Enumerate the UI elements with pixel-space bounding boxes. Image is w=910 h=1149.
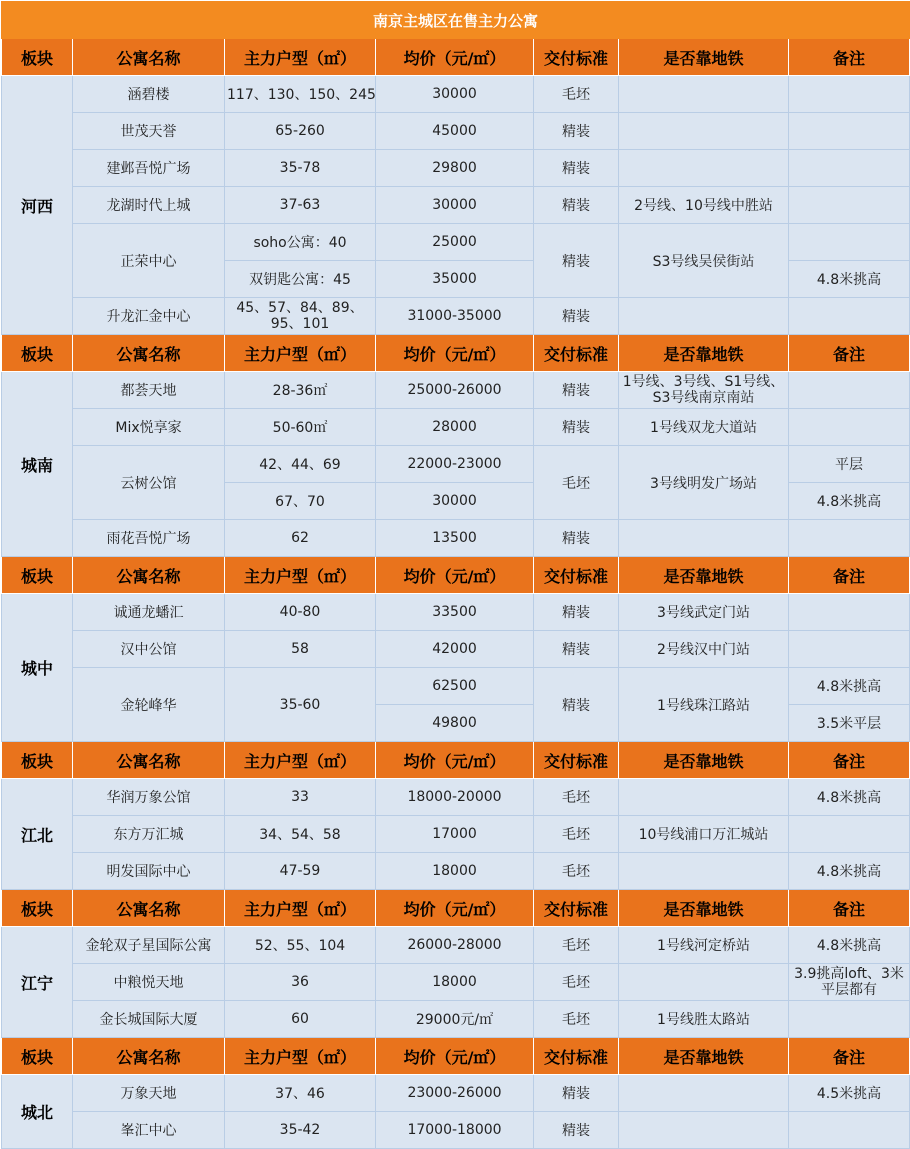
delivery-cell: 毛坯 (534, 816, 619, 853)
metro-cell (619, 964, 789, 1001)
type-cell: 34、54、58 (225, 816, 376, 853)
header-type: 主力户型（㎡） (225, 557, 376, 594)
header-note: 备注 (789, 1038, 910, 1075)
name-cell: 世茂天誉 (73, 113, 225, 150)
delivery-cell: 精装 (534, 224, 619, 298)
type-cell: 42、44、69 (225, 446, 376, 483)
price-cell: 29800 (376, 150, 534, 187)
price-cell: 25000-26000 (376, 372, 534, 409)
name-cell: 华润万象公馆 (73, 779, 225, 816)
name-cell: 都荟天地 (73, 372, 225, 409)
district-cell: 城南 (2, 372, 73, 557)
price-cell: 18000 (376, 964, 534, 1001)
price-cell: 33500 (376, 594, 534, 631)
type-cell: 35-78 (225, 150, 376, 187)
type-cell: 37、46 (225, 1075, 376, 1112)
type-cell: 52、55、104 (225, 927, 376, 964)
price-cell: 30000 (376, 483, 534, 520)
delivery-cell: 精装 (534, 631, 619, 668)
note-cell: 4.8米挑高 (789, 853, 910, 890)
apartment-table (1, 1, 910, 1149)
table-row (2, 224, 910, 261)
header-district: 板块 (2, 39, 73, 76)
type-cell: 60 (225, 1001, 376, 1038)
table-row (2, 409, 910, 446)
note-cell (789, 520, 910, 557)
delivery-cell: 精装 (534, 668, 619, 742)
delivery-cell: 毛坯 (534, 964, 619, 1001)
header-name: 公寓名称 (73, 890, 225, 927)
name-cell: 汉中公馆 (73, 631, 225, 668)
header-metro: 是否靠地铁 (619, 335, 789, 372)
header-note: 备注 (789, 557, 910, 594)
table-row (2, 1075, 910, 1112)
header-name: 公寓名称 (73, 1038, 225, 1075)
header-name: 公寓名称 (73, 335, 225, 372)
name-cell: 涵碧楼 (73, 76, 225, 113)
delivery-cell: 精装 (534, 298, 619, 335)
header-row (2, 39, 910, 76)
type-cell: 36 (225, 964, 376, 1001)
table-row (2, 1001, 910, 1038)
name-cell: 升龙汇金中心 (73, 298, 225, 335)
note-cell (789, 1112, 910, 1149)
table-row (2, 594, 910, 631)
delivery-cell: 毛坯 (534, 853, 619, 890)
note-cell (789, 816, 910, 853)
note-cell: 4.8米挑高 (789, 927, 910, 964)
price-cell: 28000 (376, 409, 534, 446)
district-cell: 河西 (2, 76, 73, 335)
type-cell: 67、70 (225, 483, 376, 520)
type-cell: 37-63 (225, 187, 376, 224)
table-row (2, 927, 910, 964)
metro-cell: 1号线珠江路站 (619, 668, 789, 742)
header-metro: 是否靠地铁 (619, 557, 789, 594)
table-row (2, 1112, 910, 1149)
header-delivery: 交付标准 (534, 39, 619, 76)
table-row (2, 668, 910, 705)
header-type: 主力户型（㎡） (225, 335, 376, 372)
type-cell: 40-80 (225, 594, 376, 631)
price-cell: 30000 (376, 76, 534, 113)
metro-cell: 2号线汉中门站 (619, 631, 789, 668)
table-title: 南京主城区在售主力公寓 (2, 2, 910, 39)
name-cell: 云树公馆 (73, 446, 225, 520)
header-delivery: 交付标准 (534, 557, 619, 594)
name-cell: 金轮峰华 (73, 668, 225, 742)
table-row (2, 779, 910, 816)
name-cell: 万象天地 (73, 1075, 225, 1112)
note-cell: 4.8米挑高 (789, 779, 910, 816)
price-cell: 29000元/㎡ (376, 1001, 534, 1038)
type-cell: 45、57、84、89、95、101 (225, 298, 376, 335)
note-cell: 平层 (789, 446, 910, 483)
metro-cell (619, 113, 789, 150)
name-cell: 诚通龙蟠汇 (73, 594, 225, 631)
header-delivery: 交付标准 (534, 1038, 619, 1075)
type-cell: 65-260 (225, 113, 376, 150)
table-row (2, 853, 910, 890)
price-cell: 42000 (376, 631, 534, 668)
header-row (2, 335, 910, 372)
delivery-cell: 精装 (534, 1075, 619, 1112)
price-cell: 35000 (376, 261, 534, 298)
delivery-cell: 精装 (534, 150, 619, 187)
metro-cell: 3号线武定门站 (619, 594, 789, 631)
delivery-cell: 毛坯 (534, 1001, 619, 1038)
type-cell: 35-60 (225, 668, 376, 742)
name-cell: 金轮双子星国际公寓 (73, 927, 225, 964)
metro-cell: 10号线浦口万汇城站 (619, 816, 789, 853)
note-cell: 3.9挑高loft、3米平层都有 (789, 964, 910, 1001)
note-cell (789, 224, 910, 261)
header-delivery: 交付标准 (534, 890, 619, 927)
name-cell: 东方万汇城 (73, 816, 225, 853)
delivery-cell: 精装 (534, 187, 619, 224)
metro-cell: 1号线胜太路站 (619, 1001, 789, 1038)
table-row (2, 372, 910, 409)
price-cell: 17000 (376, 816, 534, 853)
type-cell: 117、130、150、245 (225, 76, 376, 113)
header-type: 主力户型（㎡） (225, 1038, 376, 1075)
note-cell: 3.5米平层 (789, 705, 910, 742)
metro-cell (619, 520, 789, 557)
price-cell: 31000-35000 (376, 298, 534, 335)
metro-cell (619, 779, 789, 816)
metro-cell (619, 150, 789, 187)
header-row (2, 557, 910, 594)
table-row (2, 150, 910, 187)
metro-cell: S3号线吴侯街站 (619, 224, 789, 298)
note-cell (789, 113, 910, 150)
name-cell: 明发国际中心 (73, 853, 225, 890)
header-metro: 是否靠地铁 (619, 742, 789, 779)
table-row (2, 298, 910, 335)
header-row (2, 890, 910, 927)
name-cell: 中粮悦天地 (73, 964, 225, 1001)
header-price: 均价（元/㎡） (376, 39, 534, 76)
price-cell: 18000-20000 (376, 779, 534, 816)
table-row (2, 113, 910, 150)
delivery-cell: 精装 (534, 520, 619, 557)
table-row (2, 964, 910, 1001)
delivery-cell: 精装 (534, 409, 619, 446)
header-note: 备注 (789, 335, 910, 372)
header-row (2, 1038, 910, 1075)
header-type: 主力户型（㎡） (225, 890, 376, 927)
type-cell: 50-60㎡ (225, 409, 376, 446)
metro-cell (619, 1075, 789, 1112)
name-cell: 金长城国际大厦 (73, 1001, 225, 1038)
price-cell: 13500 (376, 520, 534, 557)
header-price: 均价（元/㎡） (376, 742, 534, 779)
note-cell: 4.8米挑高 (789, 668, 910, 705)
header-price: 均价（元/㎡） (376, 335, 534, 372)
note-cell: 4.5米挑高 (789, 1075, 910, 1112)
delivery-cell: 毛坯 (534, 779, 619, 816)
type-cell: 47-59 (225, 853, 376, 890)
note-cell (789, 409, 910, 446)
header-name: 公寓名称 (73, 557, 225, 594)
type-cell: soho公寓：40 (225, 224, 376, 261)
header-district: 板块 (2, 742, 73, 779)
note-cell: 4.8米挑高 (789, 483, 910, 520)
name-cell: 峯汇中心 (73, 1112, 225, 1149)
delivery-cell: 毛坯 (534, 927, 619, 964)
header-district: 板块 (2, 890, 73, 927)
table-row (2, 520, 910, 557)
header-price: 均价（元/㎡） (376, 890, 534, 927)
price-cell: 23000-26000 (376, 1075, 534, 1112)
delivery-cell: 毛坯 (534, 446, 619, 520)
price-cell: 22000-23000 (376, 446, 534, 483)
header-price: 均价（元/㎡） (376, 1038, 534, 1075)
district-cell: 江北 (2, 779, 73, 890)
metro-cell: 1号线双龙大道站 (619, 409, 789, 446)
delivery-cell: 毛坯 (534, 76, 619, 113)
metro-cell (619, 1112, 789, 1149)
metro-cell (619, 76, 789, 113)
header-delivery: 交付标准 (534, 335, 619, 372)
type-cell: 双钥匙公寓：45 (225, 261, 376, 298)
name-cell: 正荣中心 (73, 224, 225, 298)
note-cell (789, 631, 910, 668)
header-delivery: 交付标准 (534, 742, 619, 779)
table-row (2, 76, 910, 113)
metro-cell (619, 298, 789, 335)
note-cell: 4.8米挑高 (789, 261, 910, 298)
type-cell: 35-42 (225, 1112, 376, 1149)
header-row (2, 742, 910, 779)
note-cell (789, 594, 910, 631)
delivery-cell: 精装 (534, 113, 619, 150)
note-cell (789, 187, 910, 224)
type-cell: 28-36㎡ (225, 372, 376, 409)
header-district: 板块 (2, 557, 73, 594)
table-row (2, 631, 910, 668)
delivery-cell: 精装 (534, 1112, 619, 1149)
note-cell (789, 76, 910, 113)
price-cell: 45000 (376, 113, 534, 150)
note-cell (789, 372, 910, 409)
header-district: 板块 (2, 1038, 73, 1075)
table-row (2, 187, 910, 224)
type-cell: 33 (225, 779, 376, 816)
header-name: 公寓名称 (73, 742, 225, 779)
price-cell: 18000 (376, 853, 534, 890)
header-name: 公寓名称 (73, 39, 225, 76)
metro-cell: 3号线明发广场站 (619, 446, 789, 520)
header-type: 主力户型（㎡） (225, 39, 376, 76)
district-cell: 城北 (2, 1075, 73, 1149)
price-cell: 25000 (376, 224, 534, 261)
price-cell: 17000-18000 (376, 1112, 534, 1149)
header-note: 备注 (789, 890, 910, 927)
table-row (2, 816, 910, 853)
price-cell: 62500 (376, 668, 534, 705)
metro-cell: 1号线河定桥站 (619, 927, 789, 964)
delivery-cell: 精装 (534, 594, 619, 631)
price-cell: 26000-28000 (376, 927, 534, 964)
delivery-cell: 精装 (534, 372, 619, 409)
price-cell: 49800 (376, 705, 534, 742)
note-cell (789, 1001, 910, 1038)
name-cell: 雨花吾悦广场 (73, 520, 225, 557)
name-cell: 龙湖时代上城 (73, 187, 225, 224)
header-district: 板块 (2, 335, 73, 372)
header-note: 备注 (789, 39, 910, 76)
note-cell (789, 298, 910, 335)
header-metro: 是否靠地铁 (619, 1038, 789, 1075)
table-row (2, 446, 910, 483)
metro-cell (619, 853, 789, 890)
header-metro: 是否靠地铁 (619, 890, 789, 927)
district-cell: 城中 (2, 594, 73, 742)
type-cell: 58 (225, 631, 376, 668)
name-cell: Mix悦享家 (73, 409, 225, 446)
name-cell: 建邺吾悦广场 (73, 150, 225, 187)
metro-cell: 2号线、10号线中胜站 (619, 187, 789, 224)
header-metro: 是否靠地铁 (619, 39, 789, 76)
district-cell: 江宁 (2, 927, 73, 1038)
header-note: 备注 (789, 742, 910, 779)
header-price: 均价（元/㎡） (376, 557, 534, 594)
note-cell (789, 150, 910, 187)
type-cell: 62 (225, 520, 376, 557)
metro-cell: 1号线、3号线、S1号线、S3号线南京南站 (619, 372, 789, 409)
header-type: 主力户型（㎡） (225, 742, 376, 779)
price-cell: 30000 (376, 187, 534, 224)
